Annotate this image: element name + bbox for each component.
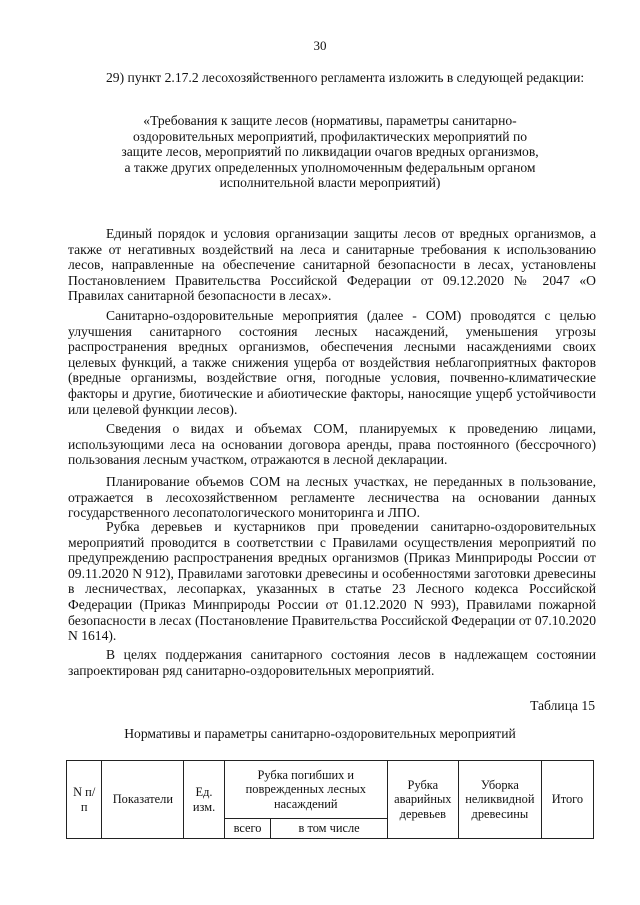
header-cleanup: Уборка неликвидной древесины [458, 761, 541, 839]
header-num: N п/п [67, 761, 102, 839]
body-paragraph: Санитарно-оздоровительные мероприятия (далее - СОМ) проводятся с целью улучшения санитарного состояния лесных насаждений, уменьшения угрозы распространения вредных организмов, обеспечения лесными насаждениями своих целевых функций, а также снижения ущерба от воздействия неблагоприятных факторов (вредные организмы, воздействие огня, погодные условия, почвенно-климатические факторы и другие, биотические и абиотические факторы, наносящие ущерб устойчивости или целевой функции лесов). [68, 308, 596, 417]
header-emergency: Рубка аварийных деревьев [387, 761, 458, 839]
header-total: Итого [541, 761, 593, 839]
body-paragraph: Единый порядок и условия организации защиты лесов от вредных организмов, а также от негативных воздействий на леса и санитарные требования к использованию лесов, направленные на обеспечение санитарной безопасности в лесах, установлены Постановлением Правительства Российской Федерации от 09.12.2020 № 2047 «О Правилах санитарной безопасности в лесах». [68, 226, 596, 304]
header-all: всего [224, 819, 271, 839]
table-title: Нормативы и параметры санитарно-оздоровительных мероприятий [124, 726, 516, 741]
header-including: в том числе [271, 819, 387, 839]
intro-paragraph: 29) пункт 2.17.2 лесохозяйственного регламента изложить в следующей редакции: [106, 70, 585, 85]
body-paragraph: Сведения о видах и объемах СОМ, планируемых к проведению лицами, использующими леса на основании договора аренды, права постоянного (бессрочного) пользования лесным участком, отражаются в лесной декларации. [68, 421, 596, 468]
page-number: 30 [313, 38, 327, 53]
body-paragraph: Планирование объемов СОМ на лесных участках, не переданных в пользование, отражается в лесохозяйственном регламенте лесничества на основании данных государственного лесопатологического мониторинга и ЛПО. [68, 474, 596, 521]
header-indicators: Показатели [102, 761, 184, 839]
table-label: Таблица 15 [530, 698, 595, 713]
body-paragraph: В целях поддержания санитарного состояния лесов в надлежащем состоянии запроектирован ряд санитарно-оздоровительных мероприятий. [68, 647, 596, 678]
header-unit: Ед. изм. [184, 761, 224, 839]
norms-table [66, 760, 594, 839]
header-felling-group: Рубка погибших и поврежденных лесных насаждений [224, 761, 387, 819]
section-heading: «Требования к защите лесов (нормативы, параметры санитарно-оздоровительных мероприятий, профилактических мероприятий по защите лесов, мероприятий по ликвидации очагов вредных организмов, а также других определенных уполномоченным федеральным органом исполнительной власти мероприятий) [121, 113, 539, 191]
body-paragraph: Рубка деревьев и кустарников при проведении санитарно-оздоровительных мероприятий проводится в соответствии с Правилами осуществления мероприятий по предупреждению распространения вредных организмов (Приказ Минприроды России от 09.11.2020 N 912), Правилами заготовки древесины и особенностями заготовки древесины в лесничествах, лесопарках, указанных в статье 23 Лесного кодекса Российской Федерации (Приказ Минприроды России от 01.12.2020 N 993), Правилами пожарной безопасности в лесах (Постановление Правительства Российской Федерации от 07.10.2020 N 1614). [68, 519, 596, 644]
